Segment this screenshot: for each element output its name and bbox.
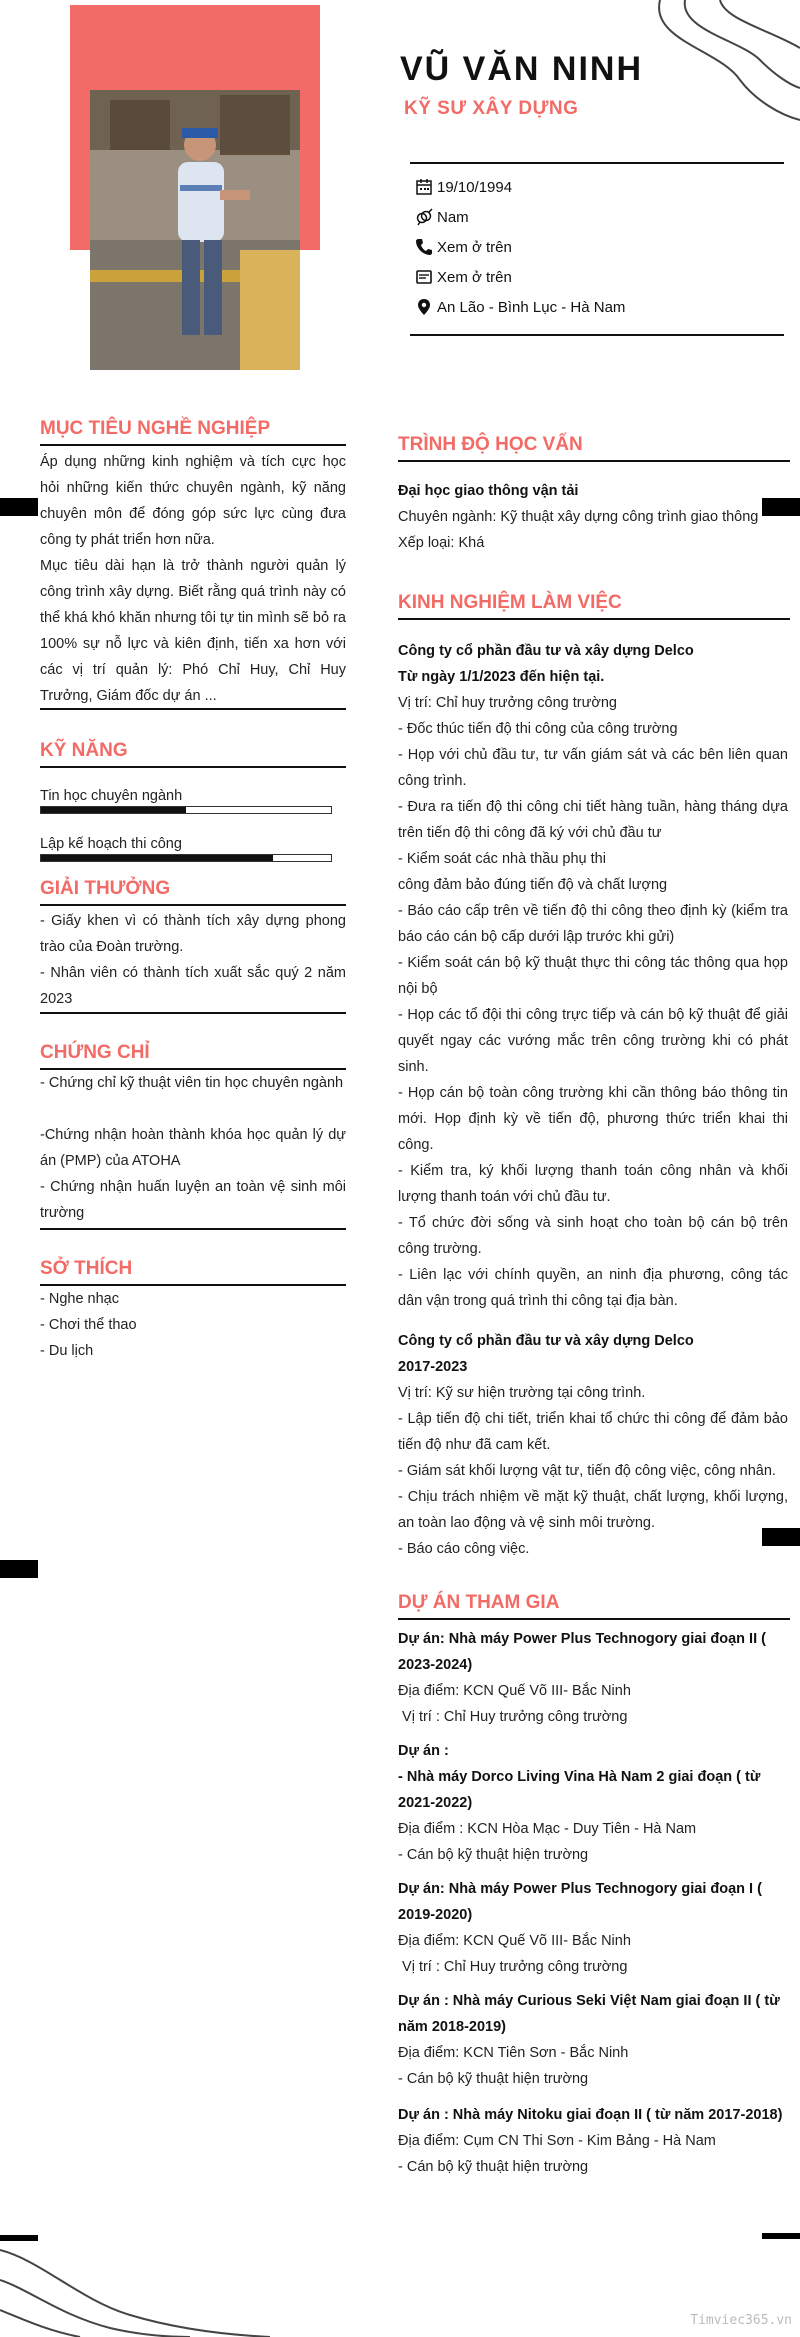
job-company: Công ty cổ phần đầu tư và xây dựng Delco <box>398 643 694 659</box>
job-entry <box>398 1328 788 1562</box>
job-line: - Kiểm tra, ký khối lượng thanh toán công nhân và khối lượng thanh toán với chủ đầu tư. <box>398 1163 788 1205</box>
award-item: - Nhân viên có thành tích xuất sắc quý 2 năm 2023 <box>40 965 346 1007</box>
education-school: Đại học giao thông vận tải <box>398 483 579 499</box>
job-line: Vị trí: Kỹ sư hiện trường tại công trình. <box>398 1385 646 1401</box>
skill-bar <box>40 854 332 862</box>
header-divider <box>410 334 784 336</box>
info-gender <box>415 208 775 226</box>
certificate-item: -Chứng nhận hoàn thành khóa học quản lý dự án (PMP) của ATOHA <box>40 1127 346 1169</box>
certificate-item: - Chứng nhận huấn luyện an toàn vệ sinh môi trường <box>40 1179 346 1221</box>
job-line: - Chịu trách nhiệm về mặt kỹ thuật, chất lượng, khối lượng, an toàn lao động và vệ sinh môi trường. <box>398 1489 788 1531</box>
section-divider <box>40 708 346 710</box>
hobby-item: - Du lịch <box>40 1343 94 1359</box>
project-entry <box>398 1876 788 1980</box>
birthdate-value: 19/10/1994 <box>437 178 513 196</box>
candidate-name: VŨ VĂN NINH <box>400 50 644 88</box>
job-line: - Đưa ra tiến độ thi công chi tiết hàng tuần, hàng tháng dựa trên tiến độ thi công đã ký với chủ đầu tư <box>398 799 788 841</box>
job-period: 2017-2023 <box>398 1359 468 1375</box>
job-line: - Giám sát khối lượng vật tư, tiến độ công việc, công nhân. <box>398 1463 776 1479</box>
project-name: Dự án : Nhà máy Curious Seki Việt Nam giai đoạn II ( từ năm 2018-2019) <box>398 1993 780 2035</box>
project-entry <box>398 1626 788 1730</box>
awards-title: GIẢI THƯỞNG <box>40 878 171 899</box>
skill-bar <box>40 806 332 814</box>
location-icon <box>415 298 433 316</box>
certificates-title: CHỨNG CHỈ <box>40 1042 150 1063</box>
email-value: Xem ở trên <box>437 268 512 286</box>
project-location: Địa điểm: Cụm CN Thi Sơn - Kim Bảng - Hà Nam <box>398 2133 716 2149</box>
objective-paragraph: Áp dụng những kinh nghiệm và tích cực học hỏi những kiến thức chuyên ngành, kỹ năng chuyên môn để đóng góp sức lực cùng đưa công ty phát triển hơn nữa. <box>40 454 346 548</box>
section-divider <box>398 1618 790 1620</box>
section-divider <box>40 904 346 906</box>
email-icon <box>415 268 433 286</box>
section-divider <box>40 1228 346 1230</box>
address-value: An Lão - Bình Lục - Hà Nam <box>437 298 626 316</box>
project-location: Địa điểm: KCN Quế Võ III- Bắc Ninh <box>398 1933 631 1949</box>
job-line: - Kiểm soát các nhà thầu phụ thi công đảm bảo đúng tiến độ và chất lượng <box>398 851 668 893</box>
objective-title: MỤC TIÊU NGHỀ NGHIỆP <box>40 418 271 439</box>
job-company: Công ty cổ phần đầu tư và xây dựng Delco <box>398 1333 694 1349</box>
job-line: - Họp với chủ đầu tư, tư vấn giám sát và các bên liên quan công trình. <box>398 747 788 789</box>
edge-marker <box>0 498 38 516</box>
edge-marker <box>762 2233 800 2239</box>
section-divider <box>40 1012 346 1014</box>
skills-title: KỸ NĂNG <box>40 740 128 761</box>
job-line: - Báo cáo công việc. <box>398 1541 530 1557</box>
education-title: TRÌNH ĐỘ HỌC VẤN <box>398 434 583 455</box>
info-email <box>415 268 775 286</box>
projects-title: DỰ ÁN THAM GIA <box>398 1592 560 1613</box>
education-grade: Xếp loại: Khá <box>398 535 485 551</box>
hobbies-title: SỞ THÍCH <box>40 1258 133 1279</box>
job-line: - Lập tiến độ chi tiết, triển khai tổ chức thi công để đảm bảo tiến độ như đã cam kết. <box>398 1411 788 1453</box>
project-role: - Cán bộ kỹ thuật hiện trường <box>398 2159 589 2175</box>
hobby-item: - Chơi thể thao <box>40 1317 137 1333</box>
objective-paragraph: Mục tiêu dài hạn là trở thành người quản lý công trình xây dựng. Biết rằng quá trình này có thể khá khó khăn nhưng tôi tự tin mình sẽ bỏ ra 100% sự nỗ lực và kiên định, tiến xa hơn với các vị trí quản lý: Phó Chỉ Huy, Chỉ Huy Trưởng, Giám đốc dự án ... <box>40 558 346 704</box>
job-line: - Tổ chức đời sống và sinh hoạt cho toàn bộ cán bộ trên công trường. <box>398 1215 788 1257</box>
skill-bar-fill <box>41 807 186 813</box>
watermark: Timviec365.vn <box>690 2313 792 2328</box>
job-line: - Họp cán bộ toàn công trường khi cần thông báo thông tin mới. Họp định kỳ về tiến độ, phương thức triển khai thi công. <box>398 1085 788 1153</box>
project-name: Dự án: Nhà máy Power Plus Technogory giai đoạn II ( 2023-2024) <box>398 1631 766 1673</box>
project-location: Địa điểm: KCN Quế Võ III- Bắc Ninh <box>398 1683 631 1699</box>
project-role: - Cán bộ kỹ thuật hiện trường <box>398 1847 589 1863</box>
decorative-curves-top <box>640 0 800 130</box>
education-major: Chuyên ngành: Kỹ thuật xây dựng công trình giao thông <box>398 509 759 525</box>
project-role: Vị trí : Chỉ Huy trưởng công trường <box>398 1959 628 1975</box>
edge-marker <box>0 2235 38 2241</box>
project-entry <box>398 1988 788 2092</box>
job-line: - Đốc thúc tiến độ thi công của công trường <box>398 721 678 737</box>
gender-value: Nam <box>437 208 469 226</box>
job-line: - Kiểm soát cán bộ kỹ thuật thực thi công tác thông qua họp nội bộ <box>398 955 788 997</box>
edge-marker <box>0 1560 38 1578</box>
skill-label: Lập kế hoạch thi công <box>40 836 182 852</box>
gender-icon <box>415 208 433 226</box>
section-divider <box>398 618 790 620</box>
calendar-icon <box>415 178 433 196</box>
info-birthdate <box>415 178 775 196</box>
award-item: - Giấy khen vì có thành tích xây dựng phong trào của Đoàn trường. <box>40 913 346 955</box>
header-divider <box>410 162 784 164</box>
info-address <box>415 298 775 316</box>
skill-bar-fill <box>41 855 273 861</box>
job-line: - Họp các tổ đội thi công trực tiếp và cán bộ kỹ thuật để giải quyết ngay các vướng mắc trên công trường khi có phát sinh. <box>398 1007 788 1075</box>
avatar <box>90 90 300 370</box>
skill-label: Tin học chuyên ngành <box>40 788 183 804</box>
project-name: Dự án: Nhà máy Power Plus Technogory giai đoạn I ( 2019-2020) <box>398 1881 762 1923</box>
project-name: Dự án : - Nhà máy Dorco Living Vina Hà Nam 2 giai đoạn ( từ 2021-2022) <box>398 1743 761 1811</box>
section-divider <box>40 444 346 446</box>
job-period: Từ ngày 1/1/2023 đến hiện tại. <box>398 669 605 685</box>
candidate-title: KỸ SƯ XÂY DỰNG <box>404 98 579 119</box>
job-entry <box>398 638 788 1314</box>
job-line: - Liên lạc với chính quyền, an ninh địa phương, công tác dân vận trong quá trình thi công tại địa bàn. <box>398 1267 788 1309</box>
project-location: Địa điểm : KCN Hòa Mạc - Duy Tiên - Hà Nam <box>398 1821 697 1837</box>
project-role: Vị trí : Chỉ Huy trưởng công trường <box>398 1709 628 1725</box>
certificate-item: - Chứng chỉ kỹ thuật viên tin học chuyên ngành <box>40 1075 344 1091</box>
hobby-item: - Nghe nhạc <box>40 1291 119 1307</box>
project-entry <box>398 2102 788 2180</box>
section-divider <box>40 766 346 768</box>
project-name: Dự án : Nhà máy Nitoku giai đoạn II ( từ năm 2017-2018) <box>398 2107 783 2123</box>
job-line: Vị trí: Chỉ huy trưởng công trường <box>398 695 617 711</box>
experience-title: KINH NGHIỆM LÀM VIỆC <box>398 592 622 613</box>
project-role: - Cán bộ kỹ thuật hiện trường <box>398 2071 589 2087</box>
info-phone <box>415 238 775 256</box>
decorative-curves-bottom <box>0 2240 280 2337</box>
job-line: - Báo cáo cấp trên về tiến độ thi công theo định kỳ (kiểm tra báo cáo cán bộ cấp dưới lập trước khi gửi) <box>398 903 788 945</box>
phone-value: Xem ở trên <box>437 238 512 256</box>
section-divider <box>398 460 790 462</box>
project-location: Địa điểm: KCN Tiên Sơn - Bắc Ninh <box>398 2045 629 2061</box>
project-entry <box>398 1738 788 1868</box>
phone-icon <box>415 238 433 256</box>
